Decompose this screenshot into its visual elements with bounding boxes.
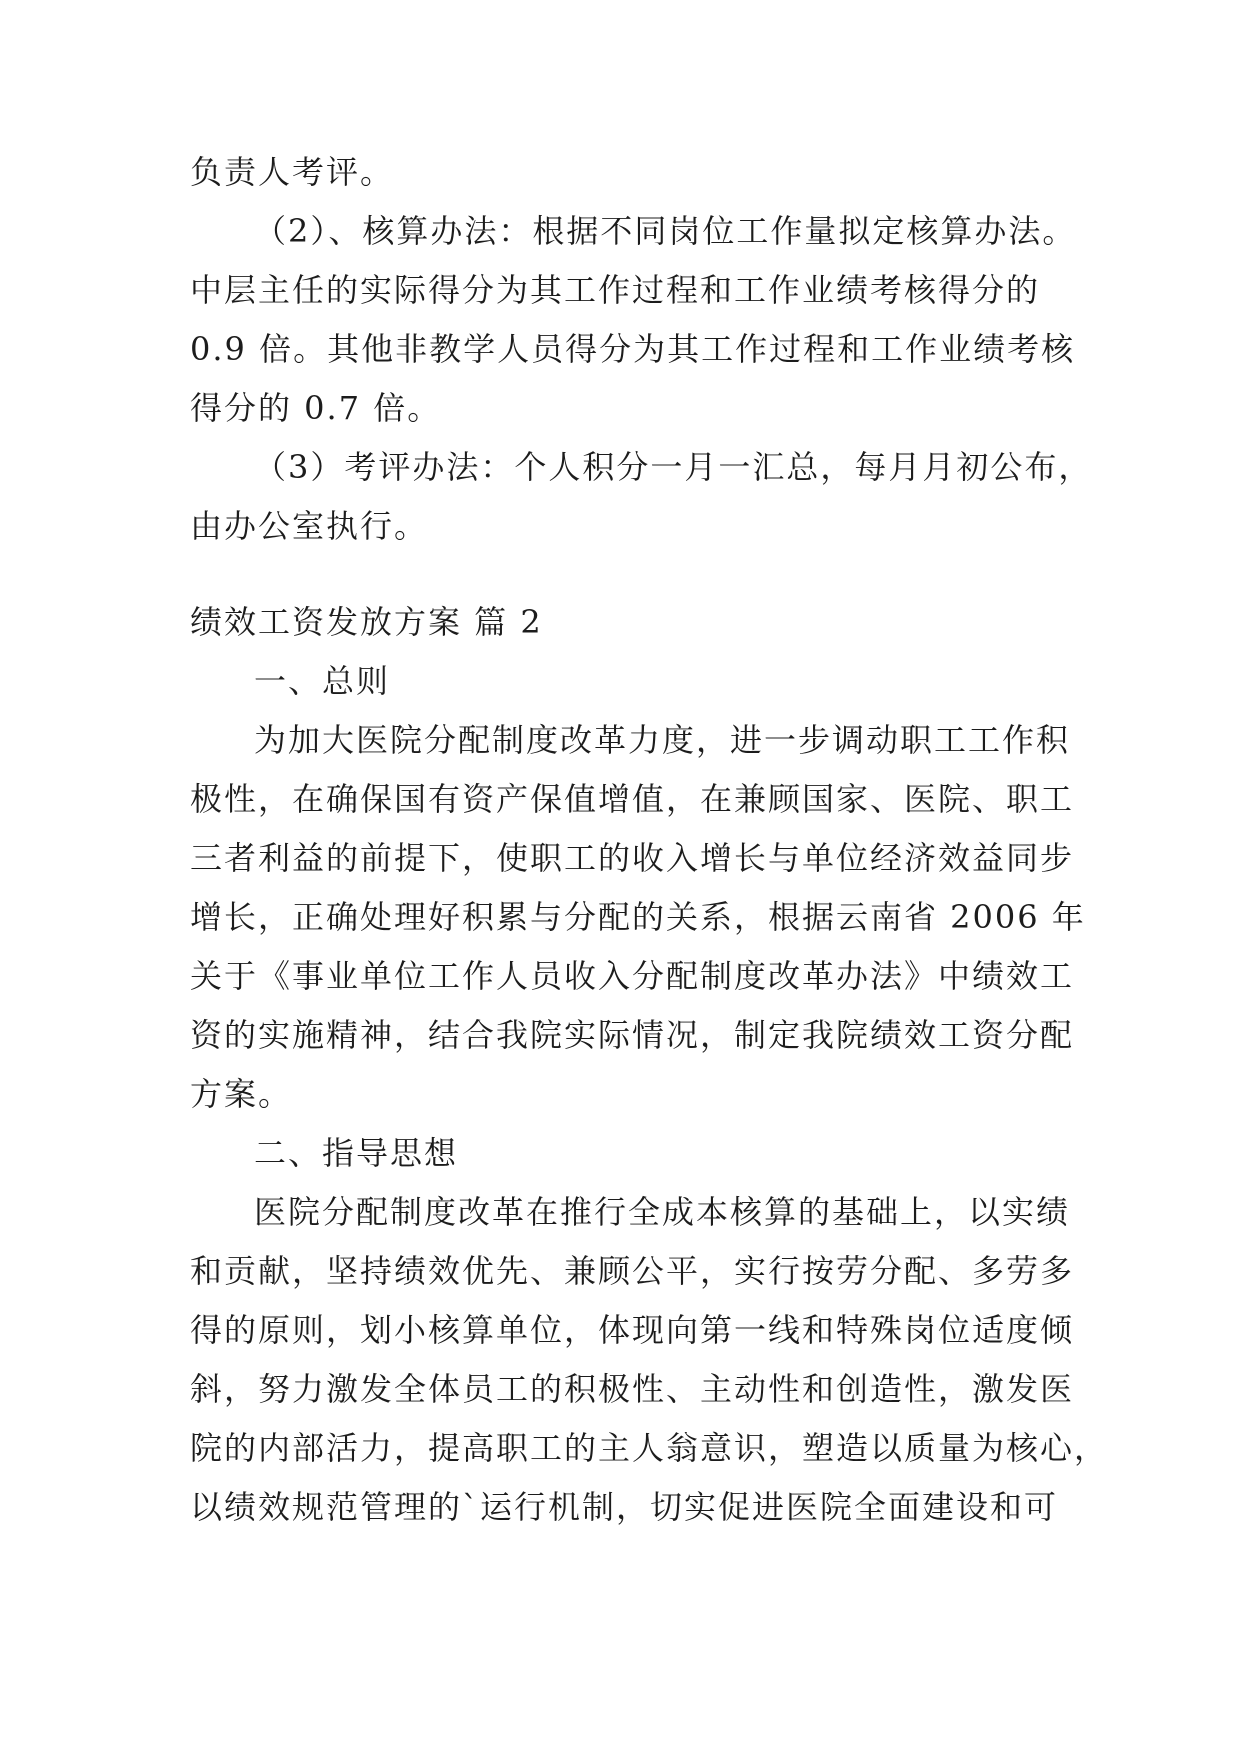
text-line: 方案。 [190,1075,293,1113]
text-line: 0.9 倍。其他非教学人员得分为其工作过程和工作业绩考核 [190,330,1076,368]
section-heading-evaluation-method: （3）考评办法：个人积分一月一汇总，每月月初公布， [254,448,1093,486]
text-line: 医院分配制度改革在推行全成本核算的基础上，以实绩 [254,1193,1071,1231]
text-line: 得的原则，划小核算单位，体现向第一线和特殊岗位适度倾 [190,1311,1075,1349]
text-line: 以绩效规范管理的`运行机制，切实促进医院全面建设和可 [190,1488,1059,1526]
section-heading-general: 一、总则 [254,662,391,700]
text-line: 增长，正确处理好积累与分配的关系，根据云南省 2006 年 [190,898,1086,936]
text-line: 中层主任的实际得分为其工作过程和工作业绩考核得分的 [190,271,1041,309]
article-title: 绩效工资发放方案 篇 2 [190,603,543,641]
text-line: 资的实施精神，结合我院实际情况，制定我院绩效工资分配 [190,1016,1075,1054]
text-line: 关于《事业单位工作人员收入分配制度改革办法》中绩效工 [190,957,1075,995]
text-line: 为加大医院分配制度改革力度，进一步调动职工工作积 [254,721,1071,759]
text-line: 极性，在确保国有资产保值增值，在兼顾国家、医院、职工 [190,780,1075,818]
section-heading-accounting-method: （2）、核算办法：根据不同岗位工作量拟定核算办法。 [254,212,1077,250]
text-line: 斜，努力激发全体员工的积极性、主动性和创造性，激发医 [190,1370,1075,1408]
document-body [190,152,1109,1546]
text-line: 和贡献，坚持绩效优先、兼顾公平，实行按劳分配、多劳多 [190,1252,1075,1290]
text-line: 院的内部活力，提高职工的主人翁意识，塑造以质量为核心， [190,1429,1109,1467]
section-heading-guiding-ideology: 二、指导思想 [254,1134,459,1172]
text-line: 得分的 0.7 倍。 [190,389,442,427]
text-line: 由办公室执行。 [190,507,429,545]
text-line: 三者利益的前提下，使职工的收入增长与单位经济效益同步 [190,839,1075,877]
text-line: 负责人考评。 [190,153,395,191]
